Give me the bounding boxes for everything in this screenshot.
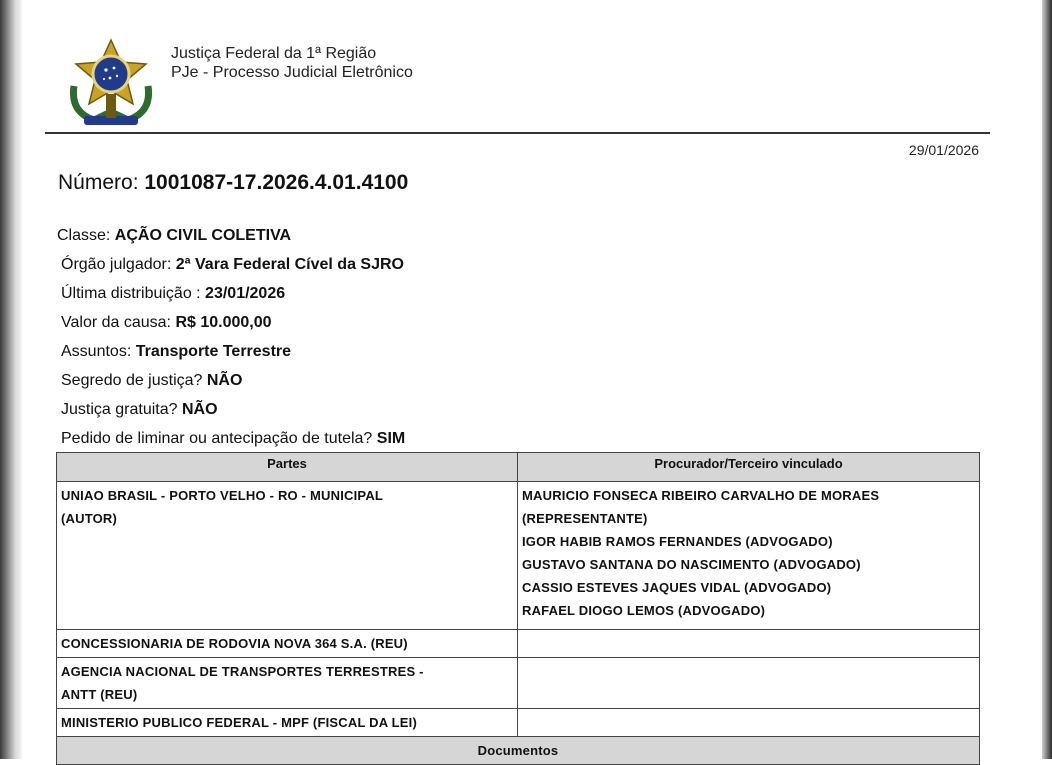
header-procurador: Procurador/Terceiro vinculado — [518, 453, 980, 482]
procurador-line: RAFAEL DIOGO LEMOS (ADVOGADO) — [522, 603, 766, 618]
field-value: AÇÃO CIVIL COLETIVA — [114, 227, 292, 244]
field-value: NÃO — [181, 401, 218, 418]
party-cell — [57, 709, 518, 737]
institution-name: Justiça Federal da 1ª Região — [171, 45, 377, 62]
process-number-label: Número: — [58, 171, 139, 194]
field-ultima-distribuicao — [57, 279, 405, 308]
procurador-cell — [518, 630, 980, 658]
field-value: R$ 10.000,00 — [175, 314, 272, 331]
scan-edge-right — [1042, 0, 1052, 759]
parties-table — [56, 452, 980, 765]
documentos-header: Documentos — [57, 737, 980, 765]
procurador-line: (REPRESENTANTE) — [522, 511, 648, 526]
field-segredo-justica — [57, 366, 405, 395]
field-label: Valor da causa: — [61, 314, 176, 331]
field-classe — [57, 221, 405, 250]
field-label: Segredo de justiça? — [61, 372, 207, 389]
table-row — [57, 709, 980, 737]
party-cell — [57, 658, 518, 709]
field-label: Última distribuição : — [61, 285, 206, 302]
parties-header-row — [57, 453, 980, 482]
documentos-header-row — [57, 737, 980, 765]
table-row — [57, 482, 980, 630]
coat-of-arms-icon — [66, 34, 156, 130]
field-label: Pedido de liminar ou antecipação de tutela? — [61, 430, 377, 447]
document-date: 29/01/2026 — [908, 142, 979, 158]
table-row — [57, 630, 980, 658]
party-line: MINISTERIO PUBLICO FEDERAL - MPF (FISCAL DA LEI) — [61, 715, 418, 730]
field-value: SIM — [376, 430, 406, 447]
field-label: Justiça gratuita? — [61, 401, 182, 418]
field-value: 23/01/2026 — [205, 285, 286, 302]
field-value: Transporte Terrestre — [135, 343, 292, 360]
party-line: AGENCIA NACIONAL DE TRANSPORTES TERRESTRES - — [61, 664, 424, 679]
party-line: (AUTOR) — [61, 511, 118, 526]
table-row — [57, 658, 980, 709]
procurador-cell — [518, 709, 980, 737]
field-pedido-liminar — [57, 424, 405, 453]
header-partes: Partes — [57, 453, 518, 482]
header-divider — [45, 132, 990, 134]
field-assuntos — [57, 337, 405, 366]
party-line: CONCESSIONARIA DE RODOVIA NOVA 364 S.A. (REU) — [61, 636, 408, 651]
field-label: Órgão julgador: — [61, 256, 176, 273]
party-line: ANTT (REU) — [61, 687, 138, 702]
procurador-line: MAURICIO FONSECA RIBEIRO CARVALHO DE MORAES — [522, 488, 880, 503]
procurador-line: IGOR HABIB RAMOS FERNANDES (ADVOGADO) — [522, 534, 833, 549]
process-fields — [57, 221, 405, 453]
procurador-cell — [518, 482, 980, 630]
field-value: NÃO — [206, 372, 243, 389]
field-label: Assuntos: — [61, 343, 136, 360]
scan-edge-left — [0, 0, 22, 759]
process-number-value: 1001087-17.2026.4.01.4100 — [144, 171, 409, 194]
party-cell — [57, 630, 518, 658]
party-cell — [57, 482, 518, 630]
system-name: PJe - Processo Judicial Eletrônico — [171, 64, 413, 81]
field-orgao-julgador — [57, 250, 405, 279]
procurador-line: CASSIO ESTEVES JAQUES VIDAL (ADVOGADO) — [522, 580, 832, 595]
field-label: Classe: — [57, 227, 115, 244]
party-line: UNIAO BRASIL - PORTO VELHO - RO - MUNICIPAL — [61, 488, 384, 503]
field-value: 2ª Vara Federal Cível da SJRO — [175, 256, 404, 273]
field-justica-gratuita — [57, 395, 405, 424]
process-number — [58, 171, 408, 195]
header-institution-block — [171, 44, 413, 82]
procurador-line: GUSTAVO SANTANA DO NASCIMENTO (ADVOGADO) — [522, 557, 861, 572]
field-valor-causa — [57, 308, 405, 337]
procurador-cell — [518, 658, 980, 709]
